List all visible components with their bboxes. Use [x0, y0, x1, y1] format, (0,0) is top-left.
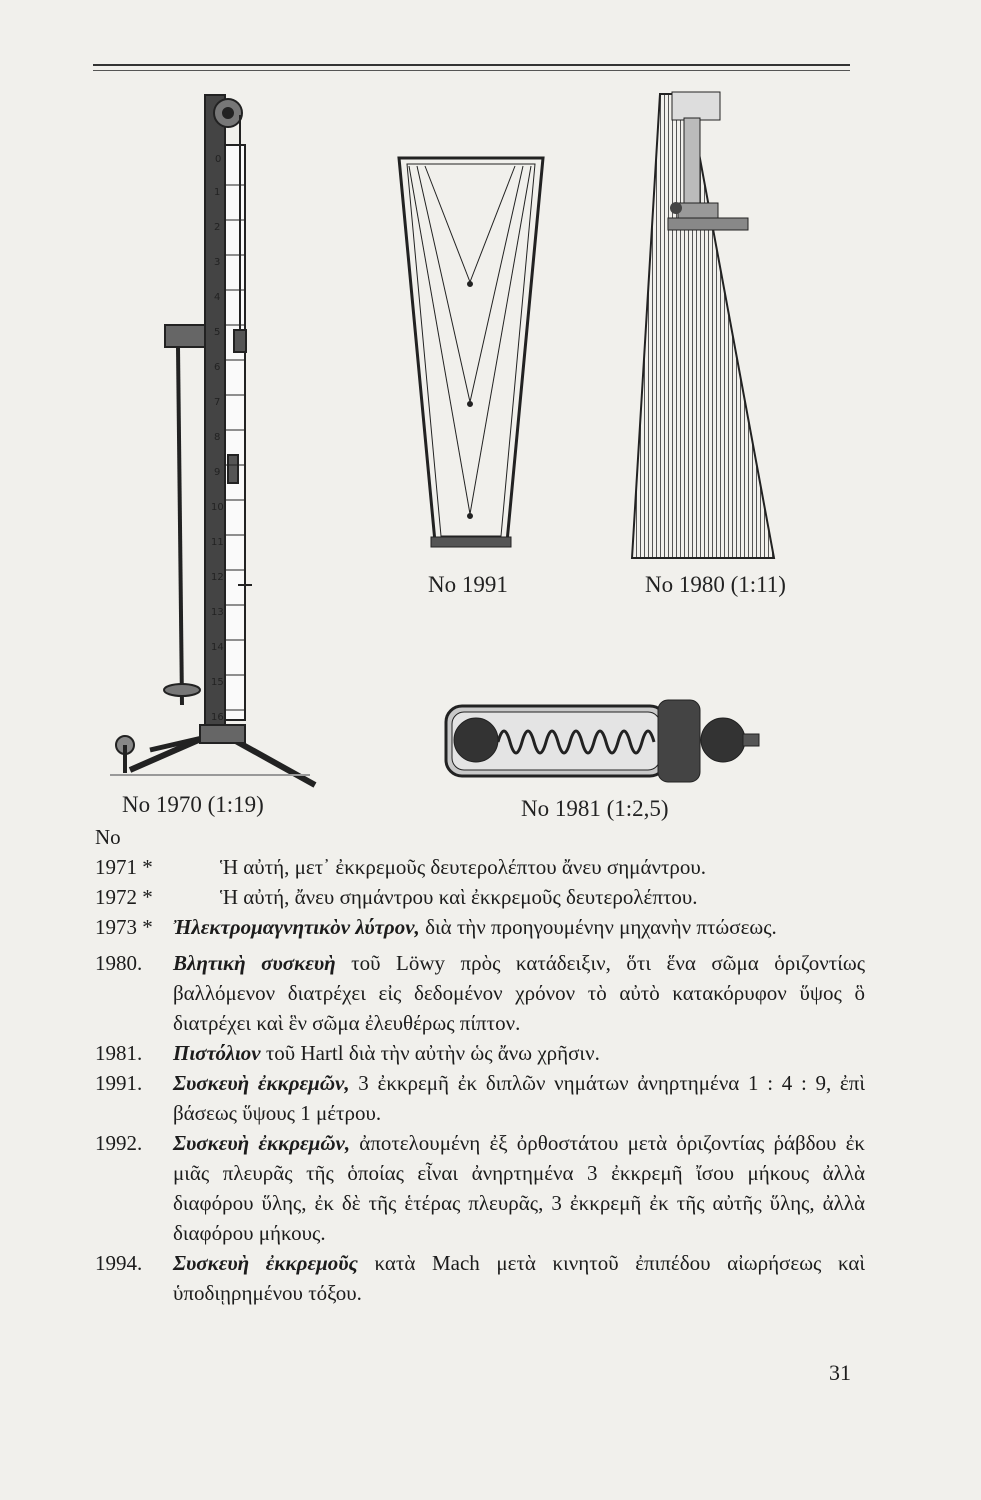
- scale-number: 9: [214, 467, 221, 478]
- entry-text: διὰ τὴν προηγουμένην μηχανὴν πτώσεως.: [425, 915, 777, 939]
- scale-number: 10: [211, 502, 224, 513]
- scale-number: 15: [211, 677, 224, 688]
- caption-1991: No 1991: [428, 572, 508, 597]
- entry-title: Συσκευὴ ἐκκρεμοῦς: [173, 1251, 358, 1275]
- entry-text: Ἡ αὐτή, μετ᾽ ἐκκρεμοῦς δευτερολέπτου ἄνευ σημάντρου.: [220, 855, 707, 879]
- entry-number: 1981.: [95, 1041, 143, 1065]
- scale-number: 5: [214, 327, 221, 338]
- list-item: [95, 912, 865, 942]
- pendulum-frame-illustration: [395, 152, 547, 552]
- spring-pistol-illustration: [438, 692, 768, 792]
- fall-apparatus-illustration: [110, 85, 330, 790]
- entry-text: τοῦ Hartl διὰ τὴν αὐτὴν ὡς ἄνω χρῆσιν.: [265, 1041, 600, 1065]
- entry-number: 1992.: [95, 1131, 143, 1155]
- scale-number: 4: [214, 292, 221, 303]
- scale-number: 12: [211, 572, 224, 583]
- list-header: No: [95, 825, 121, 849]
- scale-number: 6: [214, 362, 221, 373]
- scale-number: 7: [214, 397, 221, 408]
- list-item: [95, 1068, 865, 1128]
- list-item: [95, 1038, 865, 1068]
- entry-number: 1991.: [95, 1071, 143, 1095]
- list-item: [95, 1248, 865, 1308]
- caption-1980: No 1980 (1:11): [645, 572, 786, 597]
- list-item: [95, 852, 865, 882]
- scale-number: 1: [214, 187, 221, 198]
- entry-title: Συσκευὴ ἐκκρεμῶν,: [173, 1131, 351, 1155]
- entry-number: 1972 *: [95, 885, 153, 909]
- caption-1970: No 1970 (1:19): [122, 792, 264, 817]
- scale-number: 14: [211, 642, 224, 653]
- entry-text: τοῦ Löwy πρὸς κατάδειξιν, ὅτι ἕνα σῶμα ὁριζοντίως βαλλόμενον διατρέχει εἰς δεδομένον χρόνον τὸ αὐτὸ κατακόρυφον ὕψος ὃ διατρέχει καὶ ἓν σῶμα ἐλευθέρως πίπτον.: [173, 951, 866, 1035]
- scale-number: 16: [211, 712, 224, 723]
- list-item: [95, 1128, 865, 1248]
- list-item: [95, 882, 865, 912]
- entry-text: ἀποτελουμένη ἐξ ὀρθοστάτου μετὰ ὁριζοντίας ῥάβδου ἐκ μιᾶς πλευρᾶς τῆς ὁποίας εἶναι ἀνηρτημένα 3 ἐκκρεμῆ ἴσου μήκους ἀλλὰ διαφόρου ὕλης, ἐκ δὲ τῆς ἑτέρας πλευρᾶς, 3 ἐκκρεμῆ ἐκ τῆς αὐτῆς ὕλης, ἀλλὰ διαφόρου μήκους.: [173, 1131, 866, 1245]
- entry-title: Πιστόλιον: [173, 1041, 261, 1065]
- header-rule: [93, 64, 850, 71]
- entry-number: 1980.: [95, 951, 143, 975]
- entry-number: 1971 *: [95, 855, 153, 879]
- entry-number: 1973 *: [95, 915, 153, 939]
- entry-title: Βλητικὴ συσκευὴ: [173, 951, 336, 975]
- entry-text: κατὰ Mach μετὰ κινητοῦ ἐπιπέδου αἰωρήσεως καὶ ὑποδιῃρημένου τόξου.: [173, 1251, 866, 1305]
- scale-number: 13: [211, 607, 224, 618]
- scale-number: 0: [215, 154, 222, 165]
- list-item: [95, 948, 865, 1038]
- entry-title: Συσκευὴ ἐκκρεμῶν,: [173, 1071, 350, 1095]
- projectile-apparatus-illustration: [628, 88, 780, 563]
- scale-number: 11: [211, 537, 224, 548]
- page-number: 31: [829, 1360, 851, 1385]
- catalog-entries: [95, 822, 865, 1308]
- caption-1981: No 1981 (1:2,5): [521, 796, 669, 821]
- scale-number: 3: [214, 257, 221, 268]
- entry-number: 1994.: [95, 1251, 143, 1275]
- entry-text: Ἡ αὐτή, ἄνευ σημάντρου καὶ ἐκκρεμοῦς δευτερολέπτου.: [220, 885, 698, 909]
- entry-text: 3 ἐκκρεμῆ ἐκ διπλῶν νημάτων ἀνηρτημένα 1 : 4 : 9, ἐπὶ βάσεως ὕψους 1 μέτρου.: [173, 1071, 865, 1125]
- scale-number: 2: [214, 222, 221, 233]
- entry-title: Ἠλεκτρομαγνητικὸν λύτρον,: [173, 915, 420, 939]
- scale-number: 8: [214, 432, 221, 443]
